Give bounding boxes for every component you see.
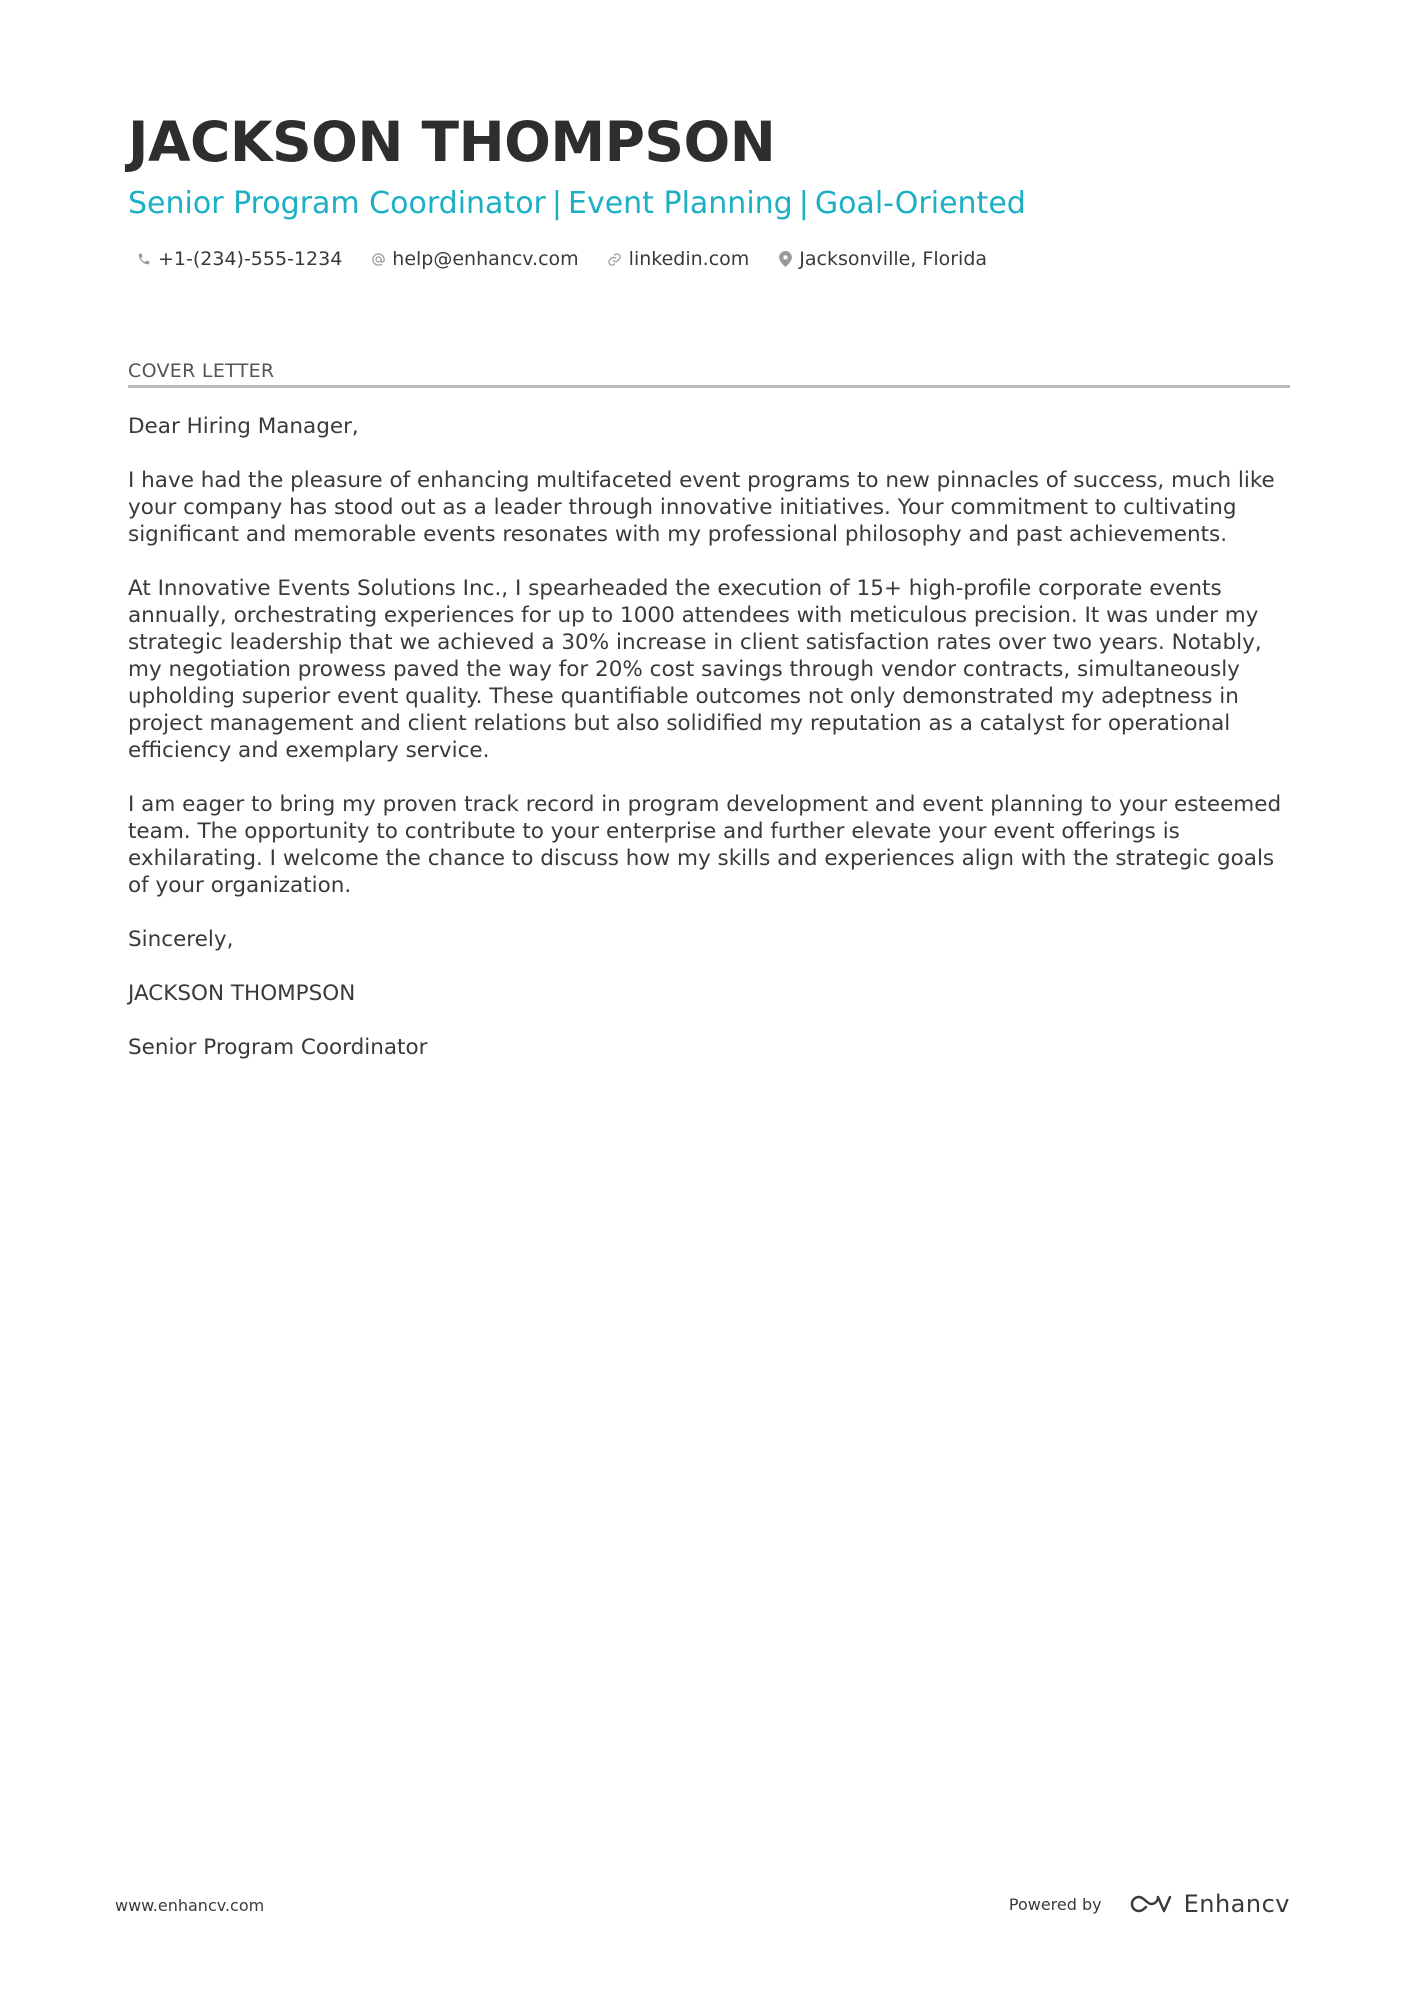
candidate-name: JACKSON THOMPSON bbox=[128, 110, 776, 174]
letter-greeting: Dear Hiring Manager, bbox=[128, 414, 359, 439]
headline-separator: | bbox=[798, 186, 809, 221]
contact-phone[interactable] bbox=[136, 248, 342, 270]
contact-linkedin-text: linkedin.com bbox=[628, 248, 750, 270]
headline-part-skill: Event Planning bbox=[568, 186, 793, 221]
headline-part-role: Senior Program Coordinator bbox=[128, 186, 546, 221]
contact-email-text: help@enhancv.com bbox=[392, 248, 579, 270]
link-icon bbox=[607, 250, 623, 268]
location-pin-icon bbox=[777, 250, 793, 268]
phone-icon bbox=[136, 250, 152, 268]
headline-separator: | bbox=[551, 186, 562, 221]
contact-email[interactable] bbox=[370, 248, 578, 270]
enhancv-logo-icon bbox=[1128, 1892, 1174, 1916]
headline-part-trait: Goal-Oriented bbox=[814, 186, 1026, 221]
contact-location-text: Jacksonville, Florida bbox=[799, 248, 988, 270]
headline bbox=[128, 186, 1026, 221]
letter-paragraph: I am eager to bring my proven track record in program development and event planning to your esteemed team. The opportunity to contribute to your enterprise and further elevate your event offerings is exhilarating. I welcome the chance to discuss how my skills and experiences align with the strategic goals of your organization. bbox=[128, 792, 1282, 898]
section-title-cover-letter: COVER LETTER bbox=[128, 360, 275, 382]
letter-paragraph: I have had the pleasure of enhancing multifaceted event programs to new pinnacles of success, much like your company has stood out as a leader through innovative initiatives. Your commitment to cultivating significant and memorable events resonates with my professional philosophy and past achievements. bbox=[128, 468, 1275, 547]
letter-closing: Sincerely, bbox=[128, 927, 234, 952]
footer-branding[interactable] bbox=[1009, 1890, 1290, 1918]
powered-by-label: Powered by bbox=[1008, 1894, 1102, 1914]
letter-body bbox=[128, 413, 1290, 1088]
contact-phone-text: +1-(234)-555-1234 bbox=[158, 248, 343, 270]
contact-linkedin[interactable] bbox=[607, 248, 750, 270]
signature-name: JACKSON THOMPSON bbox=[128, 981, 356, 1006]
section-divider bbox=[128, 385, 1290, 388]
signature-title: Senior Program Coordinator bbox=[128, 1035, 428, 1060]
brand-name: Enhancv bbox=[1183, 1890, 1290, 1918]
letter-paragraph: At Innovative Events Solutions Inc., I spearheaded the execution of 15+ high-profile corporate events annually, orchestrating experiences for up to 1000 attendees with meticulous precision. It was under my strategic leadership that we achieved a 30% increase in client satisfaction rates over two years. Notably, my negotiation prowess paved the way for 20% cost savings through vendor contracts, simultaneously upholding superior event quality. These quantifiable outcomes not only demonstrated my adeptness in project management and client relations but also solidified my reputation as a catalyst for operational efficiency and exemplary service. bbox=[128, 576, 1262, 763]
footer-website-link[interactable]: www.enhancv.com bbox=[115, 1896, 265, 1915]
contact-location bbox=[777, 248, 987, 270]
at-icon bbox=[370, 250, 386, 268]
contact-bar bbox=[136, 248, 1015, 270]
